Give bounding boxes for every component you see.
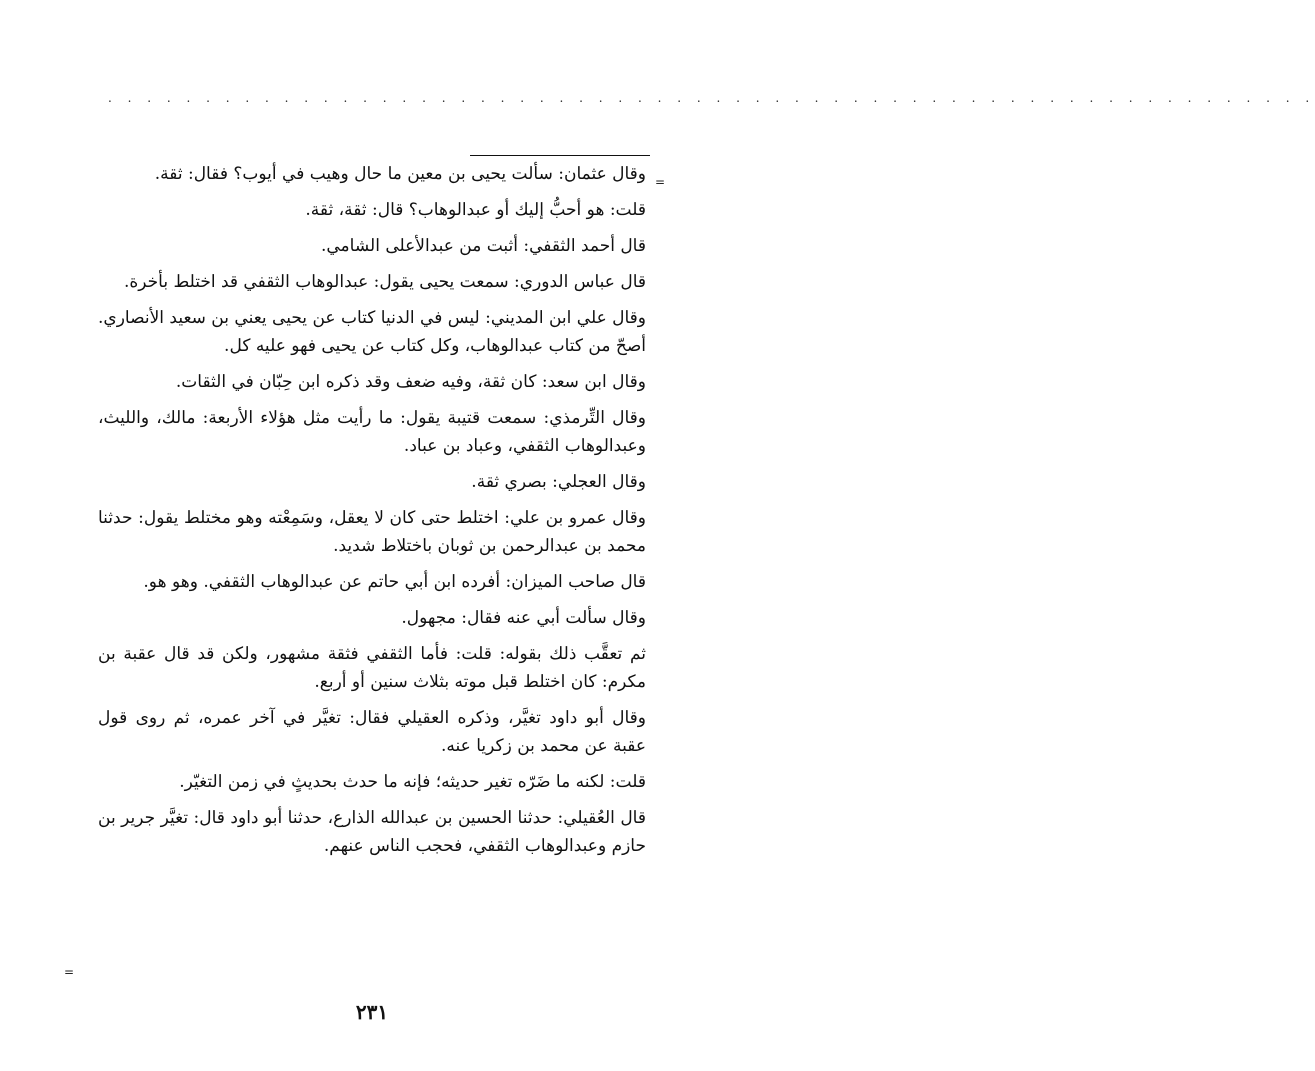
paragraph: قلت: هو أحبُّ إليك أو عبدالوهاب؟ قال: ثقة، ثقة. bbox=[305, 200, 646, 220]
paragraph: قال أحمد الثقفي: أثبت من عبدالأعلى الشامي. bbox=[320, 236, 646, 256]
margin-mark-top: = bbox=[655, 175, 666, 189]
dot-leader-divider: . . . . . . . . . . . . . . . . . . . . . . . . . . . . . . . . . . . . . . . . . . . . . . . . . . . . . . . . . . . . . . bbox=[108, 91, 1315, 105]
page-number: ٢٣١ bbox=[355, 1000, 389, 1024]
paragraph: وقال العجلي: بصري ثقة. bbox=[471, 472, 646, 492]
paragraph: وقال أبو داود تغيَّر، وذكره العقيلي فقال: تغيَّر في آخر عمره، ثم روى قول عقبة عن محمد بن زكريا عنه. bbox=[98, 708, 646, 756]
paragraph: ثم تعقَّب ذلك بقوله: قلت: فأما الثقفي فثقة مشهور، ولكن قد قال عقبة بن مكرم: كان اختلط قبل موته بثلاث سنين أو أربع. bbox=[98, 644, 646, 692]
paragraph: قلت: لكنه ما ضَرّه تغير حديثه؛ فإنه ما حدث بحديثٍ في زمن التغيّر. bbox=[179, 772, 646, 792]
paragraph: وقال علي ابن المديني: ليس في الدنيا كتاب عن يحيى يعني بن سعيد الأنصاري. أصحّ من كتاب عبدالوهاب، وكل كتاب عن يحيى فهو عليه كل. bbox=[98, 308, 646, 356]
paragraph: وقال عمرو بن علي: اختلط حتى كان لا يعقل، وسَمِعْته وهو مختلط يقول: حدثنا محمد بن عبدالرحمن بن ثوبان باختلاط شديد. bbox=[98, 508, 646, 556]
paragraph: وقال سألت أبي عنه فقال: مجهول. bbox=[401, 608, 646, 628]
paragraph: قال عباس الدوري: سمعت يحيى يقول: عبدالوهاب الثقفي قد اختلط بأخرة. bbox=[123, 272, 646, 292]
footnote-rule bbox=[470, 155, 650, 156]
paragraph: وقال التِّرمذي: سمعت قتيبة يقول: ما رأيت مثل هؤلاء الأربعة: مالك، والليث، وعبدالوهاب الثقفي، وعباد بن عباد. bbox=[98, 408, 646, 456]
paragraph: قال العُقيلي: حدثنا الحسين بن عبدالله الذارع، حدثنا أبو داود قال: تغيَّر جرير بن حازم وعبدالوهاب الثقفي، فحجب الناس عنهم. bbox=[98, 808, 646, 856]
margin-mark-bottom: = bbox=[64, 965, 75, 979]
paragraph: وقال عثمان: سألت يحيى بن معين ما حال وهيب في أيوب؟ فقال: ثقة. bbox=[154, 164, 646, 184]
body-text bbox=[98, 160, 646, 990]
paragraph: قال صاحب الميزان: أفرده ابن أبي حاتم عن عبدالوهاب الثقفي. وهو هو. bbox=[143, 572, 646, 592]
paragraph: وقال ابن سعد: كان ثقة، وفيه ضعف وقد ذكره ابن حِبّان في الثقات. bbox=[175, 372, 646, 392]
